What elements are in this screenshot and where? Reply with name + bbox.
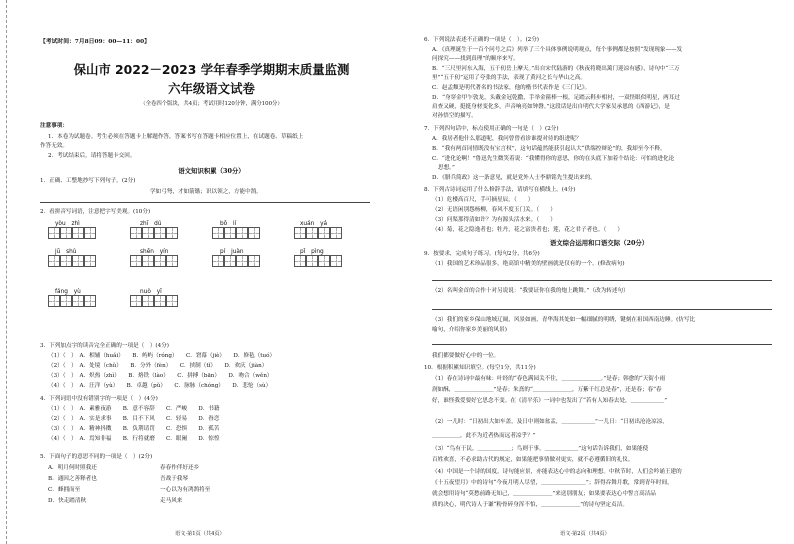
- writing-grid[interactable]: [130, 295, 178, 307]
- q5-option: B．通因之善释者也: [48, 476, 97, 482]
- q6-line: A．《真理诞生于一百个问号之后》列举了三个具体事例说明观点，每个事例都是按照“发现现象——发: [432, 47, 683, 53]
- q7-line: B．“我有两首同情既没有宝言权”，这句话蕴然能获引起认大“供端控辩论”的，我却至今不释。: [432, 146, 666, 152]
- writing-grid[interactable]: [130, 255, 178, 267]
- notice-item-1: 1．本卷为试题卷。考生必须在答题卡上解题作答，答案书写在答题卡相应位置上，在试题卷、草稿纸上: [48, 134, 304, 140]
- question-2: 2．看拼音写词语，注意把字写美观。(10分): [40, 209, 151, 215]
- q7-line: C．“进化论啊！”鲁迅先生微笑着说：“我懂得你的意思，你的在头底下加着个结论：可怕的进化论: [432, 156, 675, 162]
- q4-option-row: （4）（ ） A．焉知非福 B．行将就磨 C．眼阑 D．惊惶: [48, 436, 220, 442]
- q7-line: 思想。”: [438, 165, 455, 171]
- q10-line: 百姓欢喜，不必求助古代的规定，如果能把事情做对更实，就不必遵循旧的礼仪。: [432, 457, 634, 463]
- page-footer-left: 语文·第1页（共4页）: [175, 531, 225, 537]
- section-heading-1: 语文知识积累（30分）: [178, 167, 245, 175]
- pinyin-label: zhī dú: [140, 221, 162, 227]
- q9-item-1: （1）我国的艺术珍品很多，绝高馆中精美的壁画就是仅有的一个。(修改病句): [432, 261, 625, 267]
- question-8: 8．下列古诗词运用了什么修辞手法，请填写在横线上。(4分): [424, 187, 576, 193]
- q6-line: D．“身穿金甲乍敦龙，头戴金冠乾撒，手举金箍棒一根，足踏云鞋步相衬，一双怪眼似明星，两耳过: [432, 95, 680, 101]
- q7-line: D．《腊兵简政》这一条意见，就是党外人士李鼎铭先生提出来的。: [432, 175, 596, 181]
- q10-line: 《十五夜望月》中的诗句“今夜月明人尽望，＿＿＿＿＿＿＿＿”；辞得吞舞月歌，常到青年时间，: [432, 480, 673, 486]
- notice-item-1-cont: 作答无效。: [40, 143, 68, 149]
- answer-line: [432, 344, 772, 345]
- question-6: 6．下列说法表述不正确的一项是（ ）。(2分): [424, 37, 539, 43]
- answer-line: [432, 280, 772, 281]
- q3-option-row: （3）（ ） A．炽热（zhì） B．烙铁（lào） C．拼搏（bān） D．吻合（wěn）: [48, 373, 273, 379]
- writing-grid[interactable]: [212, 227, 260, 239]
- q9-item-4: 我们都要做好心中的一位。: [432, 353, 500, 359]
- q3-option-row: （2）（ ） A．处境（chǔ） B．分外（fèn） C．挟制（tǐ） D．欢庆（jiàn）: [48, 363, 268, 369]
- q8-line: （4）菊，花之隐逸者也；牡丹，花之富贵者也；莲，花之君子者也。（ ）: [432, 227, 623, 233]
- notice-item-2: 2．考试结束后，请将答题卡交回。: [48, 153, 136, 159]
- writing-grid[interactable]: [294, 227, 342, 239]
- q5-option-pair: 春春作伴好还乡: [160, 465, 200, 471]
- question-10: 10．根据积累知识填空。(每空1分，共11分): [424, 365, 536, 371]
- q6-line: 肩查又硬，挺挺身材变化多，声音响亮如钟磬。”这段话是出自明代大学家吴承恩的《西游记》，是: [432, 104, 670, 110]
- answer-line: [40, 202, 370, 203]
- q8-line: （2）无语闲别怨杨柳，春风不度玉门关。（ ）: [432, 207, 556, 213]
- notice-heading: 注意事项：: [40, 123, 68, 129]
- pinyin-label: pí juàn: [220, 249, 244, 255]
- q5-option: A．明月何时照我还: [48, 465, 97, 471]
- q5-option: C．蜂拥而至: [48, 487, 81, 493]
- q4-option-row: （3）（ ） A．精神抖擞 B．负荆请罚 C．恐惧 D．孤苦: [48, 426, 220, 432]
- q6-line: C．赵孟頫是明代著名的书法家，他的楷书代表作是《三门记》。: [432, 85, 591, 91]
- pinyin-label: shēn yín: [140, 249, 169, 255]
- q10-line: （3）“鸟有于民，＿＿＿＿＿＿；鸟则于事，＿＿＿＿＿＿”这句话告诉我们，如果能使: [432, 446, 649, 452]
- q4-option-row: （2）（ ） A．实是求事 B．目不下风 C．轻易 D．眷恋: [48, 416, 220, 422]
- q6-line: 里”“五千仞”运用了夸张的手法，表现了黄河之长与华山之高。: [432, 75, 587, 81]
- question-1: 1．正确、工整地抄写下列句子。(2分): [40, 178, 136, 184]
- pinyin-label: yòu zhì: [55, 221, 80, 227]
- writing-grid[interactable]: [48, 295, 96, 307]
- answer-line: [432, 309, 772, 310]
- exam-note: （全卷四个版块，共4页；考试用时120分钟，满分100分）: [140, 101, 283, 107]
- q5-option-pair: 吾战于我琴: [160, 476, 188, 482]
- q10-line: （1）春在诗词中最有味：叶经的“春色满园关不住，＿＿＿＿＿＿＿。”是春；韩愈的“天街小雨: [432, 376, 666, 382]
- q10-line: 质的决心，明代诗人于谦“粉骨碎身浑不怕，＿＿＿＿＿＿＿”的诗句坚定贞洁。: [432, 502, 628, 508]
- q5-option-pair: 走马风来: [160, 498, 183, 504]
- q10-line: （2）一儿时：“日初出大如车盖，及日中则如盆盂，＿＿＿＿＿＿”一儿日：“日初出沧沧凉凉，: [432, 419, 668, 425]
- q9-item-2: （2）名叫金首的合作十对另说说：“我要证你在我的炮上跳舞。”（改为转述句）: [432, 288, 629, 294]
- writing-grid[interactable]: [48, 255, 96, 267]
- q6-line: 对孙悟空的描写。: [432, 113, 477, 119]
- q9-item-3: （3）我们的家乡保山地域辽阔，风景如画，青华海其处如一幅细腻的明绣，键刻在祖国西南边睡。(仿写比: [432, 317, 696, 323]
- q10-line: 好，谁怪我爱要好它思念不变。在《清平乐》一词中也发出了“若有人知春去处，＿＿＿＿＿＿”: [432, 398, 668, 404]
- exam-time: 【考试时间：7月8日09：00—11：00】: [40, 39, 150, 45]
- question-4: 4．下列词语中没有错别字的一项是（ ）(4分): [40, 396, 158, 402]
- writing-grid[interactable]: [294, 255, 342, 267]
- writing-grid[interactable]: [48, 227, 96, 239]
- writing-grid[interactable]: [130, 227, 178, 239]
- q3-option-row: （4）（ ） A．汪洋（yù） B．卓越（pǔ） C．脉脉（chóng） D．悲怆（sù）: [48, 383, 272, 389]
- q5-option: D．快走踏清秋: [48, 498, 87, 504]
- pinyin-label: nuò yī: [140, 289, 162, 295]
- exam-title: 保山市 2022－2023 学年春季学期期末质量监测: [73, 62, 350, 77]
- q9-item-3-cont: 喻句，介绍你家乡美丽的风景): [432, 327, 507, 333]
- exam-subtitle: 六年级语文试卷: [168, 81, 255, 96]
- question-1-sentence: 学如弓弩，才如箭镞；识以领之，方能中鹄。: [150, 189, 262, 195]
- page-footer-right: 语文·第2页（共4页）: [560, 531, 610, 537]
- question-7: 7．下列四句话中，标点使用正确的一句是（ ）(2分): [424, 126, 559, 132]
- q10-line: ＿＿＿＿＿，此不为近者热而远者凉乎？”: [432, 433, 536, 439]
- q8-line: （3）问渠那得清如许？为有源头活水来。（ ）: [432, 217, 556, 223]
- q3-option-row: （1）（ ） A．相辅（huǎi） B．屿屿（róng） C．窘幕（jiè） D．修毡（tuó）: [48, 353, 276, 359]
- question-9: 9．按要求，完成句子练习。(每句2分，共6分): [424, 251, 540, 257]
- pinyin-label: jū shù: [55, 249, 77, 255]
- binding-line: [6, 0, 7, 544]
- q6-line: 问探究——找到真理”的顺序来写。: [432, 56, 519, 62]
- writing-grid[interactable]: [212, 255, 260, 267]
- pinyin-label: bō lí: [220, 221, 237, 227]
- q8-line: （1）危楼高百尺，手可摘星辰。（ ）: [432, 197, 534, 203]
- q7-line: A．我居者他什么那道呢，我问曾曾看诊谁提对待的组进呢？: [432, 136, 582, 142]
- q6-line: B．“三尺里河东入海，五千仞岳上摩天。”出自宋代陆游的《秋夜将晓出篱门迎凉有感》，诗句中“三万: [432, 66, 680, 72]
- q10-line: （4）中国是一个诗的国度，诗句能应景，亦能表达心中的志向和理想。中秋节时，人们会吟诵王建的: [432, 469, 682, 475]
- pinyin-label: xuán yá: [300, 221, 328, 227]
- question-5: 5．下面句子的意思不同的一项是（ ）(2分): [40, 454, 153, 460]
- pinyin-label: pǐ pìng: [300, 249, 324, 255]
- pinyin-label: fáng yù: [55, 289, 81, 295]
- q4-option-row: （1）（ ） A．素雅夜游 B．意不容辞 C．严峻 D．书籍: [48, 406, 220, 412]
- q5-option-pair: 一心以为有鸿鹄将至: [160, 487, 211, 493]
- q10-line: 就会想用诗句“莫愁前路无知己，＿＿＿＿＿＿＿”来送别朋友；如果要表达心中誓言高洁品: [432, 491, 656, 497]
- section-heading-2: 语文综合运用和口语交际（20分）: [549, 239, 649, 247]
- q10-line: 润如酥，＿＿＿＿＿＿＿”是春；朱熹的“＿＿＿＿＿＿＿，万紫千红总是春”，还是春；春“春: [432, 387, 662, 393]
- question-3: 3．下列加点字的读音完全正确的一项是（ ）(4分): [40, 343, 169, 349]
